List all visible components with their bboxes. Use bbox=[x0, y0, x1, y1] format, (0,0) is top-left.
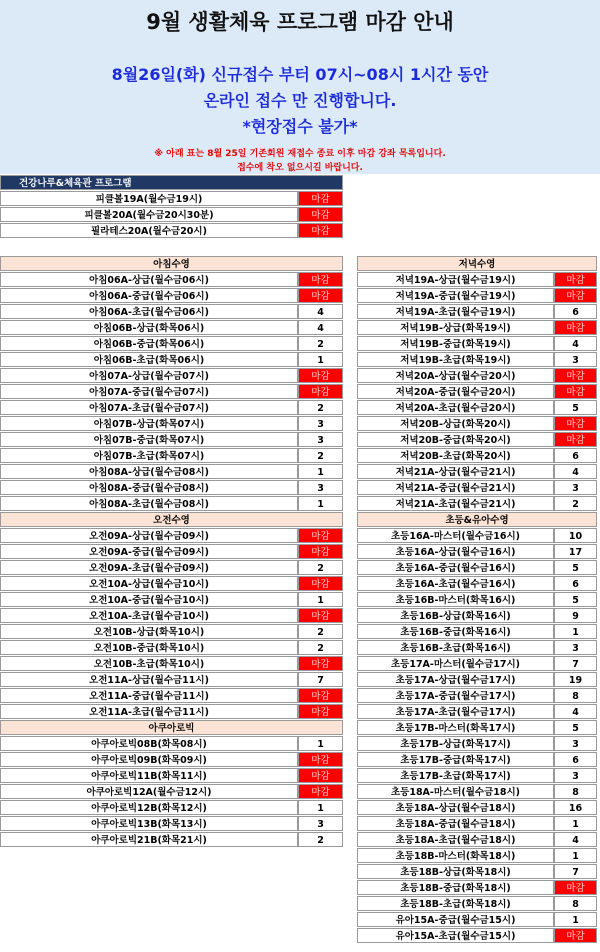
table-row bbox=[357, 272, 597, 288]
table-row bbox=[357, 448, 597, 464]
closed-badge: 마감 bbox=[554, 416, 597, 431]
table-row bbox=[0, 336, 343, 352]
table-row bbox=[357, 576, 597, 592]
program-name: 저녁21A-중급(월수금21시) bbox=[357, 480, 554, 495]
table-row bbox=[0, 400, 343, 416]
program-name: 아쿠아로빅11B(화목11시) bbox=[0, 768, 298, 783]
table-row bbox=[357, 672, 597, 688]
remaining-count: 2 bbox=[298, 832, 343, 847]
program-name: 아침07B-상급(화목07시) bbox=[0, 416, 298, 431]
table-row bbox=[0, 800, 343, 816]
closed-badge: 마감 bbox=[298, 528, 343, 543]
program-name: 오전10A-상급(월수금10시) bbox=[0, 576, 298, 591]
closed-badge: 마감 bbox=[298, 544, 343, 559]
remaining-count: 7 bbox=[554, 864, 597, 879]
program-name: 저녁19B-상급(화목19시) bbox=[357, 320, 554, 335]
program-name: 아쿠아로빅21B(화목21시) bbox=[0, 832, 298, 847]
remaining-count: 16 bbox=[554, 800, 597, 815]
program-name: 오전11A-초급(월수금11시) bbox=[0, 704, 298, 719]
program-name: 초등17A-중급(월수금17시) bbox=[357, 688, 554, 703]
remaining-count: 2 bbox=[298, 560, 343, 575]
program-name: 유아15A-중급(월수금15시) bbox=[357, 912, 554, 927]
table-row bbox=[357, 736, 597, 752]
program-name: 초등16A-초급(월수금16시) bbox=[357, 576, 554, 591]
closed-badge: 마감 bbox=[298, 576, 343, 591]
program-name: 저녁20B-중급(화목20시) bbox=[357, 432, 554, 447]
table-row bbox=[0, 576, 343, 592]
remaining-count: 9 bbox=[554, 608, 597, 623]
table-row bbox=[357, 752, 597, 768]
table-row bbox=[0, 368, 343, 384]
table-row bbox=[357, 624, 597, 640]
closed-badge: 마감 bbox=[298, 207, 343, 222]
program-name: 피클볼19A(월수금19시) bbox=[0, 191, 298, 206]
remaining-count: 4 bbox=[554, 336, 597, 351]
program-name: 저녁21A-상급(월수금21시) bbox=[357, 464, 554, 479]
remaining-count: 2 bbox=[298, 336, 343, 351]
program-name: 초등17B-초급(화목17시) bbox=[357, 768, 554, 783]
table-row bbox=[357, 880, 597, 896]
program-name: 초등17B-상급(화목17시) bbox=[357, 736, 554, 751]
closed-badge: 마감 bbox=[554, 272, 597, 287]
closed-badge: 마감 bbox=[554, 288, 597, 303]
program-name: 오전10B-초급(화목10시) bbox=[0, 656, 298, 671]
table-row bbox=[0, 592, 343, 608]
table-row bbox=[357, 704, 597, 720]
program-name: 아침07B-초급(화목07시) bbox=[0, 448, 298, 463]
table-row bbox=[0, 768, 343, 784]
table-row bbox=[0, 191, 343, 207]
remaining-count: 17 bbox=[554, 544, 597, 559]
closed-badge: 마감 bbox=[298, 608, 343, 623]
remaining-count: 5 bbox=[554, 400, 597, 415]
table-row bbox=[0, 272, 343, 288]
program-name: 피클볼20A(월수금20시30분) bbox=[0, 207, 298, 222]
program-name: 초등16A-상급(월수금16시) bbox=[357, 544, 554, 559]
remaining-count: 6 bbox=[554, 752, 597, 767]
program-name: 저녁20A-초급(월수금20시) bbox=[357, 400, 554, 415]
remaining-count: 3 bbox=[298, 480, 343, 495]
program-name: 아쿠아로빅09B(화목09시) bbox=[0, 752, 298, 767]
table-row bbox=[357, 816, 597, 832]
closed-badge: 마감 bbox=[298, 368, 343, 383]
program-name: 저녁19A-상급(월수금19시) bbox=[357, 272, 554, 287]
program-name: 초등17A-초급(월수금17시) bbox=[357, 704, 554, 719]
table-row bbox=[357, 288, 597, 304]
remaining-count: 3 bbox=[298, 816, 343, 831]
table-row bbox=[357, 416, 597, 432]
table-row bbox=[0, 560, 343, 576]
program-name: 저녁19B-초급(화목19시) bbox=[357, 352, 554, 367]
program-name: 아쿠아로빅08B(화목08시) bbox=[0, 736, 298, 751]
table-row bbox=[0, 704, 343, 720]
closed-badge: 마감 bbox=[554, 928, 597, 943]
program-name: 저녁20A-중급(월수금20시) bbox=[357, 384, 554, 399]
program-name: 아침07A-중급(월수금07시) bbox=[0, 384, 298, 399]
remaining-count: 8 bbox=[554, 784, 597, 799]
table-row bbox=[0, 304, 343, 320]
program-name: 아침06A-상급(월수금06시) bbox=[0, 272, 298, 287]
closed-badge: 마감 bbox=[554, 432, 597, 447]
program-name: 초등17B-마스터(화목17시) bbox=[357, 720, 554, 735]
remaining-count: 4 bbox=[298, 320, 343, 335]
remaining-count: 4 bbox=[298, 304, 343, 319]
closed-badge: 마감 bbox=[554, 368, 597, 383]
program-name: 아침06A-중급(월수금06시) bbox=[0, 288, 298, 303]
table-row bbox=[0, 448, 343, 464]
program-name: 초등17A-마스터(월수금17시) bbox=[357, 656, 554, 671]
table-row bbox=[357, 480, 597, 496]
program-name: 필라테스20A(월수금20시) bbox=[0, 223, 298, 238]
program-name: 초등18B-초급(화목18시) bbox=[357, 896, 554, 911]
closed-badge: 마감 bbox=[298, 768, 343, 783]
remaining-count: 2 bbox=[298, 400, 343, 415]
closed-badge: 마감 bbox=[554, 384, 597, 399]
table-row bbox=[357, 464, 597, 480]
remaining-count: 1 bbox=[298, 496, 343, 511]
remaining-count: 3 bbox=[554, 480, 597, 495]
closed-badge: 마감 bbox=[298, 384, 343, 399]
remaining-count: 1 bbox=[298, 736, 343, 751]
table-row bbox=[357, 608, 597, 624]
footnote-1: ※ 아래 표는 8월 25일 기존회원 재접수 종료 이후 마감 강좌 목록입니다. bbox=[154, 149, 446, 159]
program-name: 저녁19A-초급(월수금19시) bbox=[357, 304, 554, 319]
section-header: 아쿠아로빅 bbox=[0, 720, 343, 735]
program-name: 아침07A-상급(월수금07시) bbox=[0, 368, 298, 383]
program-name: 유아15A-초급(월수금15시) bbox=[357, 928, 554, 943]
table-row bbox=[357, 832, 597, 848]
table-row bbox=[0, 288, 343, 304]
table-row bbox=[0, 207, 343, 223]
table-row bbox=[0, 528, 343, 544]
page-title: 9월 생활체육 프로그램 마감 안내 bbox=[146, 10, 454, 34]
program-name: 초등18B-마스터(화목18시) bbox=[357, 848, 554, 863]
remaining-count: 7 bbox=[554, 656, 597, 671]
program-name: 오전10B-중급(화목10시) bbox=[0, 640, 298, 655]
remaining-count: 2 bbox=[298, 640, 343, 655]
program-name: 초등16B-마스터(화목16시) bbox=[357, 592, 554, 607]
program-name: 아침07A-초급(월수금07시) bbox=[0, 400, 298, 415]
table-row bbox=[0, 832, 343, 848]
program-name: 초등16B-상급(화목16시) bbox=[357, 608, 554, 623]
notice-line-1: 8월26일(화) 신규접수 부터 07시~08시 1시간 동안 bbox=[111, 65, 489, 84]
program-name: 저녁20B-초급(화목20시) bbox=[357, 448, 554, 463]
table-row bbox=[357, 592, 597, 608]
program-name: 오전11A-상급(월수금11시) bbox=[0, 672, 298, 687]
program-name: 아침07B-중급(화목07시) bbox=[0, 432, 298, 447]
remaining-count: 6 bbox=[554, 576, 597, 591]
program-name: 아침06B-중급(화목06시) bbox=[0, 336, 298, 351]
remaining-count: 8 bbox=[554, 896, 597, 911]
table-row bbox=[357, 336, 597, 352]
table-row bbox=[0, 496, 343, 512]
remaining-count: 10 bbox=[554, 528, 597, 543]
program-name: 아쿠아로빅12A(월수금12시) bbox=[0, 784, 298, 799]
program-name: 저녁19B-중급(화목19시) bbox=[357, 336, 554, 351]
table-row bbox=[0, 352, 343, 368]
table-row bbox=[357, 928, 597, 944]
program-name: 오전10A-초급(월수금10시) bbox=[0, 608, 298, 623]
remaining-count: 4 bbox=[554, 704, 597, 719]
remaining-count: 1 bbox=[554, 816, 597, 831]
remaining-count: 4 bbox=[554, 464, 597, 479]
program-name: 아쿠아로빅12B(화목12시) bbox=[0, 800, 298, 815]
remaining-count: 3 bbox=[554, 768, 597, 783]
program-name: 초등18A-초급(월수금18시) bbox=[357, 832, 554, 847]
closed-badge: 마감 bbox=[554, 320, 597, 335]
table-row bbox=[0, 688, 343, 704]
table-row bbox=[357, 768, 597, 784]
section-header: 초등&유아수영 bbox=[357, 512, 597, 527]
table-row bbox=[357, 384, 597, 400]
table-row bbox=[0, 384, 343, 400]
table-row bbox=[357, 640, 597, 656]
program-name: 오전10B-상급(화목10시) bbox=[0, 624, 298, 639]
closed-badge: 마감 bbox=[298, 784, 343, 799]
table-row bbox=[357, 912, 597, 928]
program-name: 초등16A-중급(월수금16시) bbox=[357, 560, 554, 575]
table-row bbox=[0, 672, 343, 688]
section-header: 아침수영 bbox=[0, 256, 343, 271]
section-header: 저녁수영 bbox=[357, 256, 597, 271]
remaining-count: 1 bbox=[298, 592, 343, 607]
program-name: 초등16B-초급(화목16시) bbox=[357, 640, 554, 655]
closed-badge: 마감 bbox=[298, 288, 343, 303]
program-name: 아침06B-상급(화목06시) bbox=[0, 320, 298, 335]
table-row bbox=[0, 752, 343, 768]
remaining-count: 3 bbox=[554, 640, 597, 655]
program-name: 초등18B-중급(화목18시) bbox=[357, 880, 554, 895]
table-row bbox=[0, 416, 343, 432]
table-row bbox=[357, 320, 597, 336]
table-row bbox=[0, 736, 343, 752]
remaining-count: 1 bbox=[298, 464, 343, 479]
notice-line-3: *현장접수 불가* bbox=[242, 117, 358, 136]
remaining-count: 7 bbox=[298, 672, 343, 687]
remaining-count: 3 bbox=[298, 416, 343, 431]
closed-badge: 마감 bbox=[298, 688, 343, 703]
table-row bbox=[0, 640, 343, 656]
table-row bbox=[357, 352, 597, 368]
table-row bbox=[357, 432, 597, 448]
table-row bbox=[357, 864, 597, 880]
table-row bbox=[0, 320, 343, 336]
table-row bbox=[357, 400, 597, 416]
table-row bbox=[357, 720, 597, 736]
table-row bbox=[0, 816, 343, 832]
table-row bbox=[357, 688, 597, 704]
footnote-2: 접수에 착오 없으시길 바랍니다. bbox=[237, 163, 363, 173]
closed-badge: 마감 bbox=[298, 272, 343, 287]
program-name: 아침06A-초급(월수금06시) bbox=[0, 304, 298, 319]
program-name: 저녁20A-상급(월수금20시) bbox=[357, 368, 554, 383]
remaining-count: 1 bbox=[298, 352, 343, 367]
table-row bbox=[0, 464, 343, 480]
program-name: 초등17A-상급(월수금17시) bbox=[357, 672, 554, 687]
remaining-count: 4 bbox=[554, 832, 597, 847]
table-row bbox=[0, 432, 343, 448]
program-name: 초등18A-마스터(월수금18시) bbox=[357, 784, 554, 799]
table-row bbox=[357, 544, 597, 560]
program-name: 초등16A-마스터(월수금16시) bbox=[357, 528, 554, 543]
table-row bbox=[0, 223, 343, 239]
table-row bbox=[0, 544, 343, 560]
table-row bbox=[0, 480, 343, 496]
remaining-count: 1 bbox=[554, 912, 597, 927]
program-name: 오전09A-상급(월수금09시) bbox=[0, 528, 298, 543]
remaining-count: 2 bbox=[298, 448, 343, 463]
program-name: 오전09A-초급(월수금09시) bbox=[0, 560, 298, 575]
closed-badge: 마감 bbox=[298, 191, 343, 206]
remaining-count: 2 bbox=[298, 624, 343, 639]
program-name: 아쿠아로빅13B(화목13시) bbox=[0, 816, 298, 831]
table-row bbox=[357, 656, 597, 672]
remaining-count: 3 bbox=[554, 736, 597, 751]
remaining-count: 3 bbox=[554, 352, 597, 367]
remaining-count: 1 bbox=[554, 848, 597, 863]
program-name: 오전11A-중급(월수금11시) bbox=[0, 688, 298, 703]
table-row bbox=[357, 560, 597, 576]
remaining-count: 6 bbox=[554, 304, 597, 319]
table-row bbox=[357, 784, 597, 800]
closed-badge: 마감 bbox=[298, 752, 343, 767]
program-name: 저녁19A-중급(월수금19시) bbox=[357, 288, 554, 303]
program-name: 저녁20B-상급(화목20시) bbox=[357, 416, 554, 431]
table-row bbox=[0, 608, 343, 624]
table-row bbox=[0, 656, 343, 672]
program-name: 아침08A-중급(월수금08시) bbox=[0, 480, 298, 495]
program-name: 초등17B-중급(화목17시) bbox=[357, 752, 554, 767]
program-name: 초등18A-중급(월수금18시) bbox=[357, 816, 554, 831]
remaining-count: 19 bbox=[554, 672, 597, 687]
notice-header bbox=[0, 0, 600, 174]
notice-line-2: 온라인 접수 만 진행합니다. bbox=[203, 91, 397, 110]
closed-badge: 마감 bbox=[298, 223, 343, 238]
table-row bbox=[0, 784, 343, 800]
remaining-count: 1 bbox=[554, 624, 597, 639]
table-row bbox=[357, 800, 597, 816]
remaining-count: 6 bbox=[554, 448, 597, 463]
program-name: 아침08A-초급(월수금08시) bbox=[0, 496, 298, 511]
remaining-count: 1 bbox=[298, 800, 343, 815]
table-row bbox=[357, 368, 597, 384]
table-row bbox=[0, 624, 343, 640]
program-name: 저녁21A-초급(월수금21시) bbox=[357, 496, 554, 511]
section-header: 건강나루&체육관 프로그램 bbox=[0, 175, 343, 190]
table-row bbox=[357, 896, 597, 912]
table-row bbox=[357, 304, 597, 320]
remaining-count: 8 bbox=[554, 688, 597, 703]
program-name: 오전10A-중급(월수금10시) bbox=[0, 592, 298, 607]
program-name: 오전09A-중급(월수금09시) bbox=[0, 544, 298, 559]
table-row bbox=[357, 528, 597, 544]
closed-badge: 마감 bbox=[298, 704, 343, 719]
closed-badge: 마감 bbox=[298, 656, 343, 671]
program-name: 초등16B-중급(화목16시) bbox=[357, 624, 554, 639]
section-header: 오전수영 bbox=[0, 512, 343, 527]
program-name: 초등18B-상급(화목18시) bbox=[357, 864, 554, 879]
remaining-count: 5 bbox=[554, 560, 597, 575]
program-name: 아침08A-상급(월수금08시) bbox=[0, 464, 298, 479]
remaining-count: 5 bbox=[554, 720, 597, 735]
table-row bbox=[357, 496, 597, 512]
closed-badge: 마감 bbox=[554, 880, 597, 895]
program-name: 초등18A-상급(월수금18시) bbox=[357, 800, 554, 815]
program-name: 아침06B-초급(화목06시) bbox=[0, 352, 298, 367]
remaining-count: 3 bbox=[298, 432, 343, 447]
remaining-count: 5 bbox=[554, 592, 597, 607]
remaining-count: 2 bbox=[554, 496, 597, 511]
table-row bbox=[357, 848, 597, 864]
